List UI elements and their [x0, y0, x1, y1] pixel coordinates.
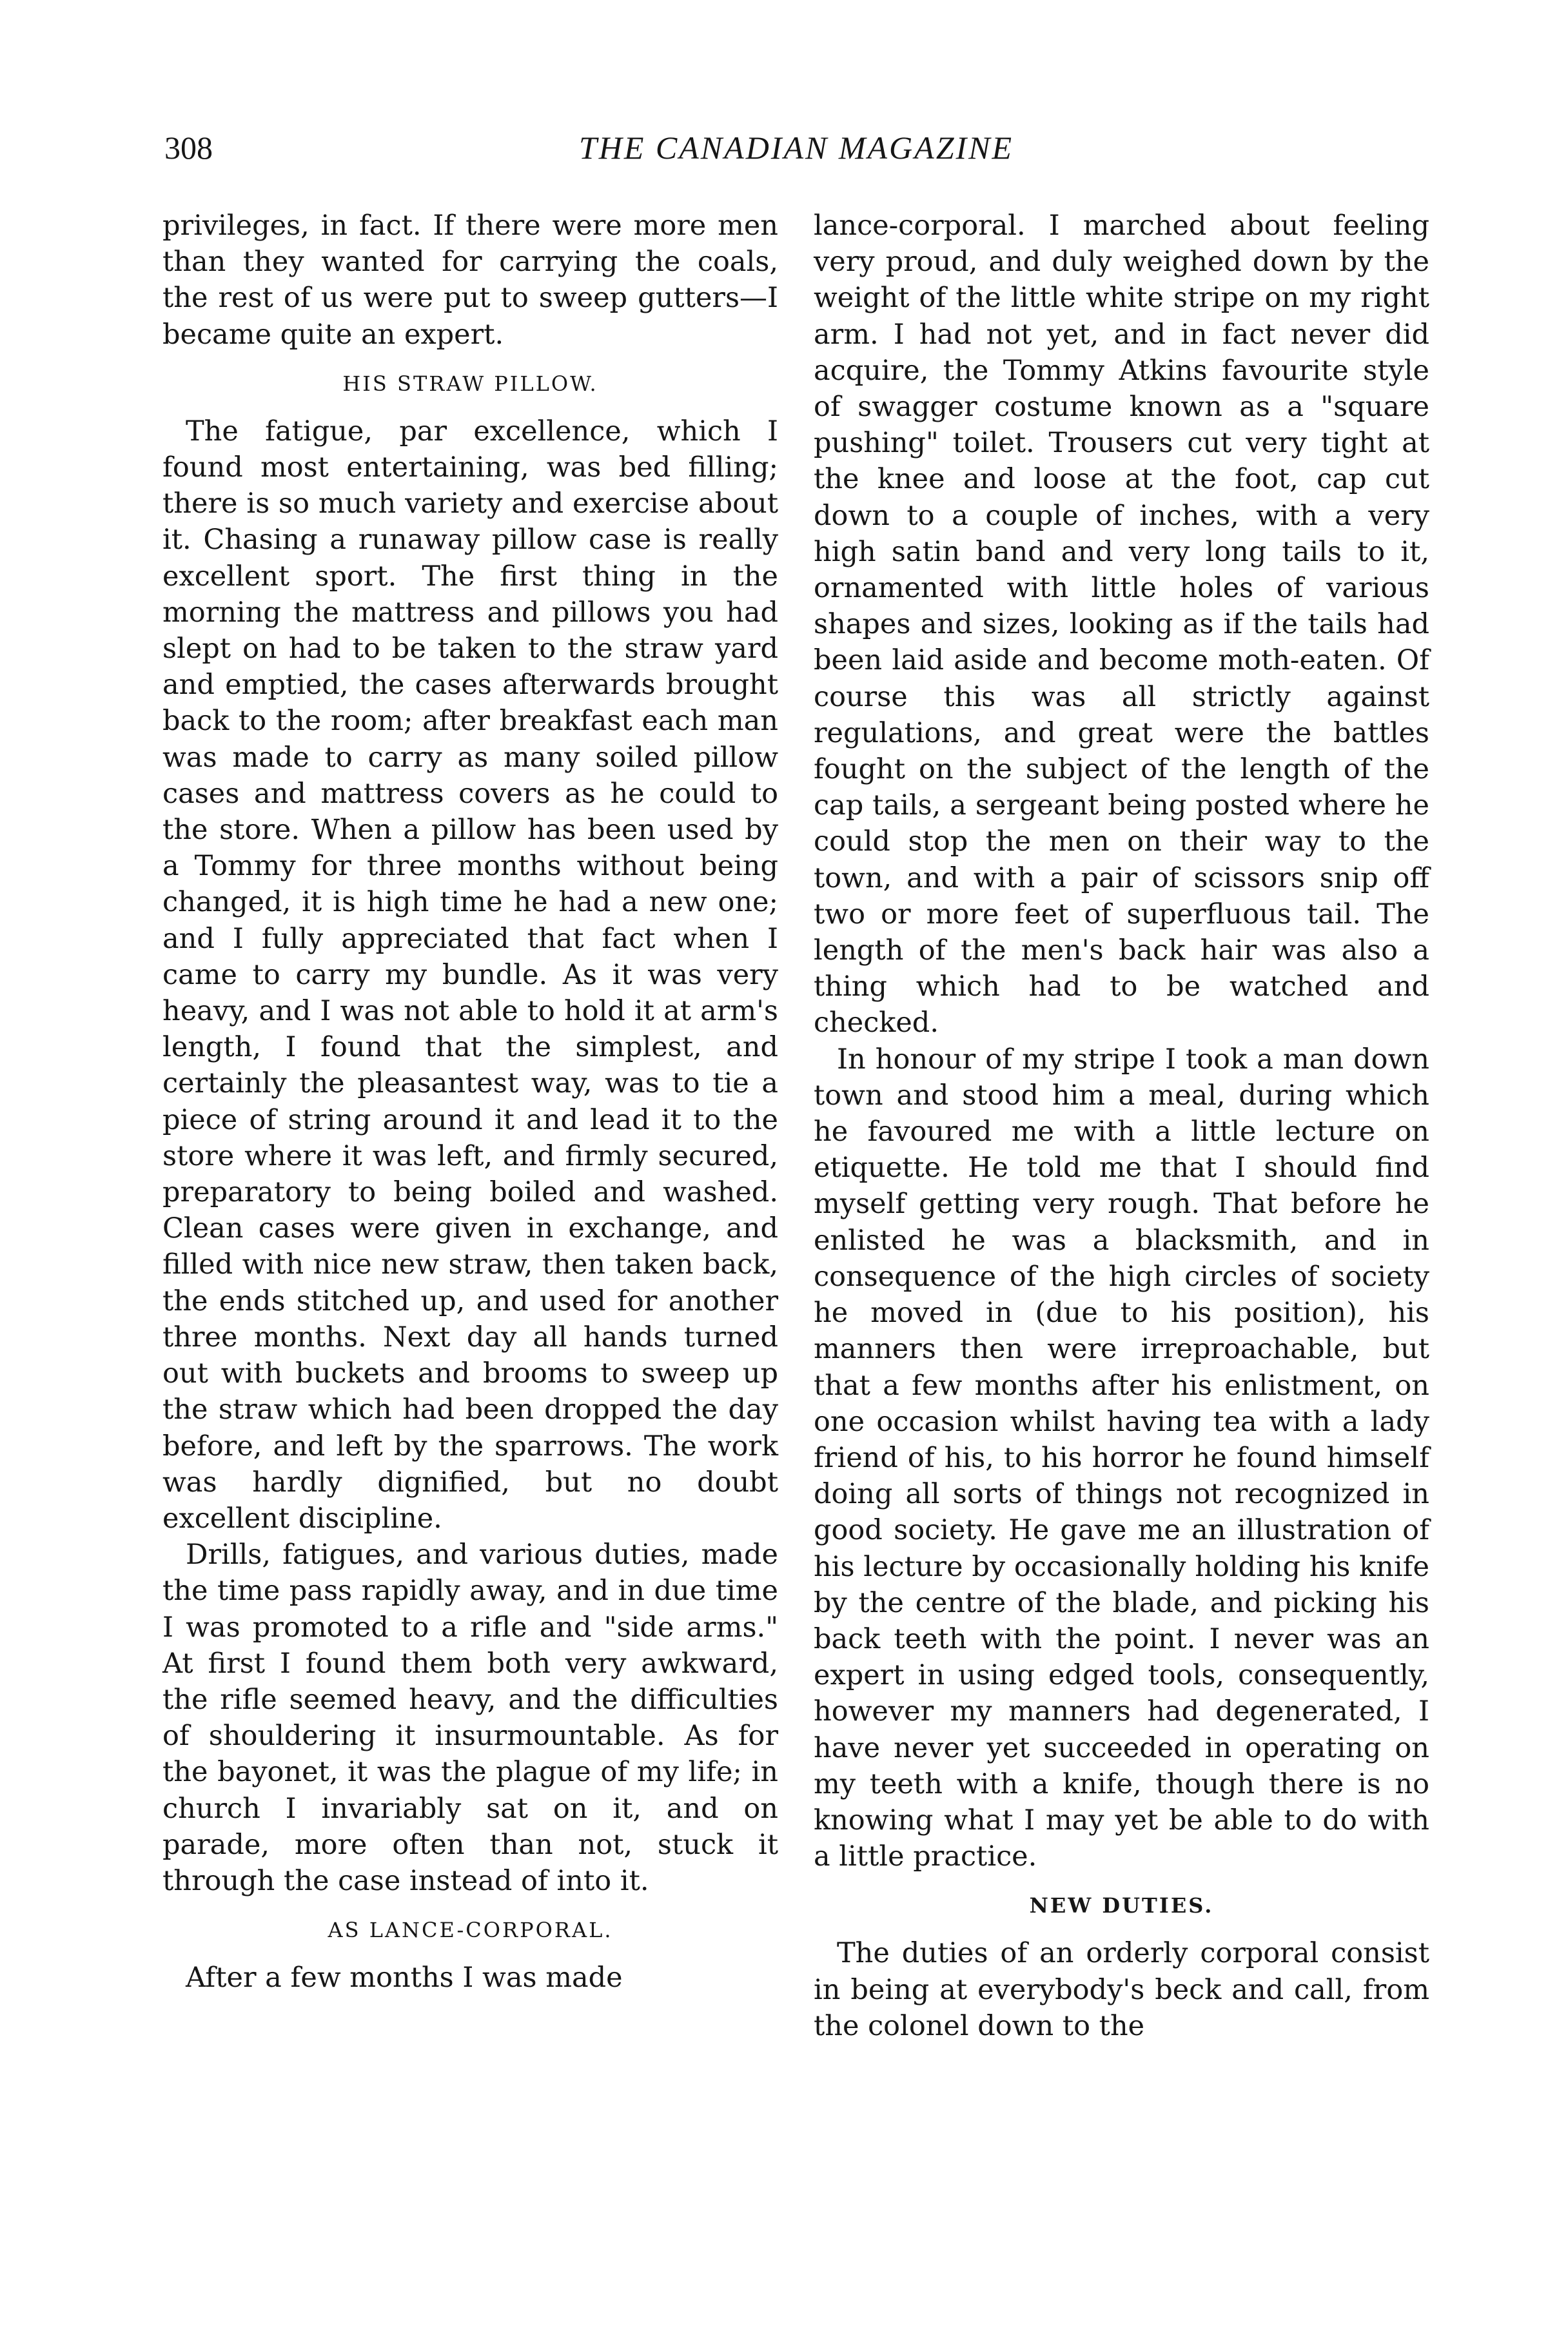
paragraph: The fatigue, par excellence, which I found most entertaining, was bed filling; there is so much variety and exercise about it. Chasing a runaway pillow case is really excellent sport. The first thing in the morning the mattress and pillows you had slept on had to be taken to the straw yard and emptied, the cases afterwards brought back to the room; after breakfast each man was made to carry as many soiled pillow cases and mattress covers as he could to the store. When a pillow has been used by a Tommy for three months without being changed, it is high time he had a new one; and I fully appreciated that fact when I came to carry my bundle. As it was very heavy, and I was not able to hold it at arm's length, I found that the simplest, and certainly the pleasantest way, was to tie a piece of string around it and lead it to the store where it was left, and firmly secured, preparatory to being boiled and washed. Clean cases were given in exchange, and filled with nice new straw, then taken back, the ends stitched up, and used for another three months. Next day all hands turned out with buckets and brooms to sweep up the straw which had been dropped the day before, and left by the sparrows. The work was hardly dignified, but no doubt excellent discipline.	[162, 415, 778, 1535]
running-title: THE CANADIAN MAGAZINE	[578, 130, 1014, 166]
section-heading: NEW DUTIES.	[1029, 1893, 1214, 1918]
left-column	[162, 208, 778, 1996]
paragraph: In honour of my stripe I took a man down town and stood him a meal, during which he favoured me with a little lecture on etiquette. He told me that I should find myself getting very rough. That before he enlisted he was a blacksmith, and in consequence of the high circles of society he moved in (due to his position), his manners then were irreproachable, but that a few months after his enlistment, on one occasion whilst having tea with a lady friend of his, to his horror he found himself doing all sorts of things not recognized in good society. He gave me an illustration of his lecture by occasionally holding his knife by the centre of the blade, and picking his back teeth with the point. I never was an expert in using edged tools, consequently, however my manners had degenerated, I have never yet succeeded in operating on my teeth with a knife, though there is no knowing what I may yet be able to do with a little practice.	[814, 1043, 1429, 1873]
paragraph: After a few months I was made	[186, 1962, 623, 1994]
right-column	[814, 208, 1429, 2044]
paragraph: The duties of an orderly corporal consist in being at everybody's beck and call, from the colonel down to the	[814, 1937, 1429, 2042]
section-heading: AS LANCE-CORPORAL.	[328, 1918, 613, 1943]
section-heading: HIS STRAW PILLOW.	[342, 371, 598, 396]
paragraph: Drills, fatigues, and various duties, made the time pass rapidly away, and in due time I was promoted to a rifle and "side arms." At first I found them both very awkward, the rifle seemed heavy, and the difficulties of shouldering it insurmountable. As for the bayonet, it was the plague of my life; in church I invariably sat on it, and on parade, more often than not, stuck it through the case instead of into it.	[162, 1539, 778, 1897]
paragraph: lance-corporal. I marched about feeling very proud, and duly weighed down by the weight of the little white stripe on my right arm. I had not yet, and in fact never did acquire, the Tommy Atkins favourite style of swagger costume known as a "square pushing" toilet. Trousers cut very tight at the knee and loose at the foot, cap cut down to a couple of inches, with a very high satin band and very long tails to it, ornamented with little holes of various shapes and sizes, looking as if the tails had been laid aside and become moth-eaten. Of course this was all strictly against regulations, and great were the battles fought on the subject of the length of the cap tails, a sergeant being posted where he could stop the men on their way to the town, and with a pair of scissors snip off two or more feet of superfluous tail. The length of the men's back hair was also a thing which had to be watched and checked.	[814, 210, 1429, 1039]
page-number: 308	[164, 130, 213, 166]
paragraph: privileges, in fact. If there were more men than they wanted for carrying the coals, the rest of us were put to sweep gutters—I became quite an expert.	[162, 210, 778, 351]
page-header	[164, 129, 1428, 187]
